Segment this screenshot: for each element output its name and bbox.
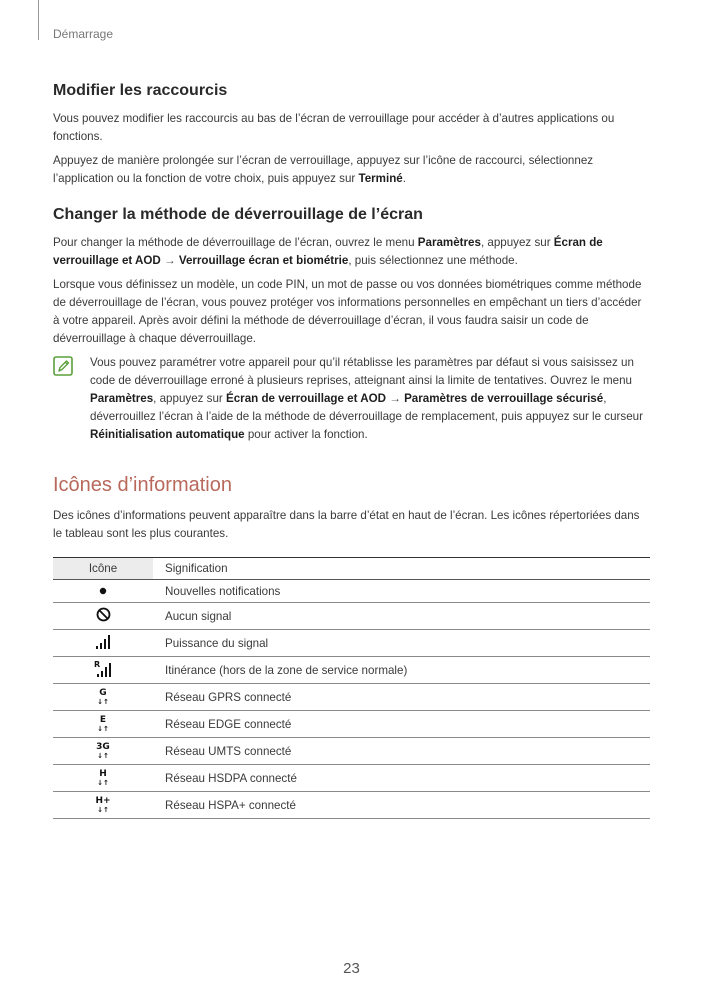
- roaming-icon: [94, 660, 112, 681]
- svg-text:G: G: [99, 687, 107, 698]
- page-content: [53, 82, 650, 819]
- row-meaning: Réseau HSDPA connecté: [153, 765, 650, 792]
- svg-text:E: E: [99, 714, 107, 725]
- table-row: [53, 684, 650, 711]
- svg-text:3G: 3G: [96, 741, 110, 752]
- table-row: [53, 711, 650, 738]
- col-header-meaning: Signification: [153, 558, 650, 580]
- svg-text:↓↑: ↓↑: [97, 724, 109, 732]
- edge-icon: [95, 714, 111, 735]
- svg-text:↓↑: ↓↑: [97, 751, 109, 759]
- col-header-icon: Icône: [53, 558, 153, 580]
- no-signal-icon: [96, 607, 111, 625]
- table-row: [53, 630, 650, 657]
- shortcuts-paragraph-1: Vous pouvez modifier les raccourcis au bas de l’écran de verrouillage pour accéder à d’autres applications ou fonctions.: [53, 112, 615, 143]
- row-meaning: Nouvelles notifications: [153, 580, 650, 603]
- svg-text:R: R: [94, 659, 101, 669]
- table-row: [53, 792, 650, 819]
- row-meaning: Réseau HSPA+ connecté: [153, 792, 650, 819]
- unlock-paragraph-1: Pour changer la méthode de déverrouillage de l’écran, ouvrez le menu Paramètres, appuyez sur Écran de verrouillage et AOD → Verrouillage écran et biométrie, puis sélectionnez une méthode.: [53, 236, 603, 267]
- row-meaning: Aucun signal: [153, 603, 650, 630]
- unlock-heading: Changer la méthode de déverrouillage de l’écran: [53, 206, 423, 223]
- section-header: Démarrage: [53, 27, 114, 41]
- svg-text:H: H: [99, 768, 107, 779]
- svg-text:↓↑: ↓↑: [97, 697, 109, 705]
- row-meaning: Réseau UMTS connecté: [153, 738, 650, 765]
- note-block: [53, 354, 650, 444]
- note-pencil-icon: [53, 356, 75, 444]
- svg-text:↓↑: ↓↑: [97, 778, 109, 786]
- row-meaning: Réseau GPRS connecté: [153, 684, 650, 711]
- hspa-plus-icon: [94, 795, 112, 816]
- margin-line: [38, 0, 39, 40]
- shortcuts-paragraph-2: Appuyez de manière prolongée sur l’écran de verrouillage, appuyez sur l’icône de raccourci, sélectionnez l’application ou la fonction de votre choix, puis appuyez sur Terminé.: [53, 154, 594, 185]
- umts-icon: [94, 741, 112, 762]
- icons-paragraph: Des icônes d’informations peuvent apparaître dans la barre d’état en haut de l’écran. Les icônes répertoriées dans le tableau sont les plus courantes.: [53, 509, 640, 540]
- notification-dot-icon: [99, 585, 107, 598]
- table-row: [53, 765, 650, 792]
- gprs-icon: [95, 687, 111, 708]
- table-row: [53, 738, 650, 765]
- shortcuts-heading: Modifier les raccourcis: [53, 82, 228, 99]
- table-row: [53, 657, 650, 684]
- row-meaning: Itinérance (hors de la zone de service normale): [153, 657, 650, 684]
- svg-text:H+: H+: [95, 795, 111, 806]
- row-meaning: Réseau EDGE connecté: [153, 711, 650, 738]
- icons-heading: Icônes d’information: [53, 474, 232, 496]
- table-row: [53, 580, 650, 603]
- table-row: [53, 603, 650, 630]
- signal-strength-icon: [95, 634, 111, 653]
- hsdpa-icon: [95, 768, 111, 789]
- note-text: Vous pouvez paramétrer votre appareil pour qu’il rétablisse les paramètres par défaut si vous saisissez un code de déverrouillage erroné à plusieurs reprises, atteignant ainsi la limite de tentatives. Ouvrez le menu Paramètres, appuyez sur Écran de verrouillage et AOD → Paramètres de verrouillage sécurisé, déverrouillez l’écran à l’aide de la méthode de déverrouillage de remplacement, puis appuyez sur le curseur Réinitialisation automatique pour activer la fonction.: [90, 356, 643, 441]
- row-meaning: Puissance du signal: [153, 630, 650, 657]
- page-number: 23: [343, 960, 360, 977]
- icons-table: [53, 557, 650, 819]
- unlock-paragraph-2: Lorsque vous définissez un modèle, un code PIN, un mot de passe ou vos données biométriques comme méthode de déverrouillage de l’écran, vous pouvez protéger vos informations personnelles en empêchant un tiers d’accéder à votre appareil. Après avoir défini la méthode de déverrouillage d’écran, il vous faudra saisir un code de déverrouillage à chaque déverrouillage.: [53, 278, 642, 345]
- svg-text:↓↑: ↓↑: [97, 805, 109, 813]
